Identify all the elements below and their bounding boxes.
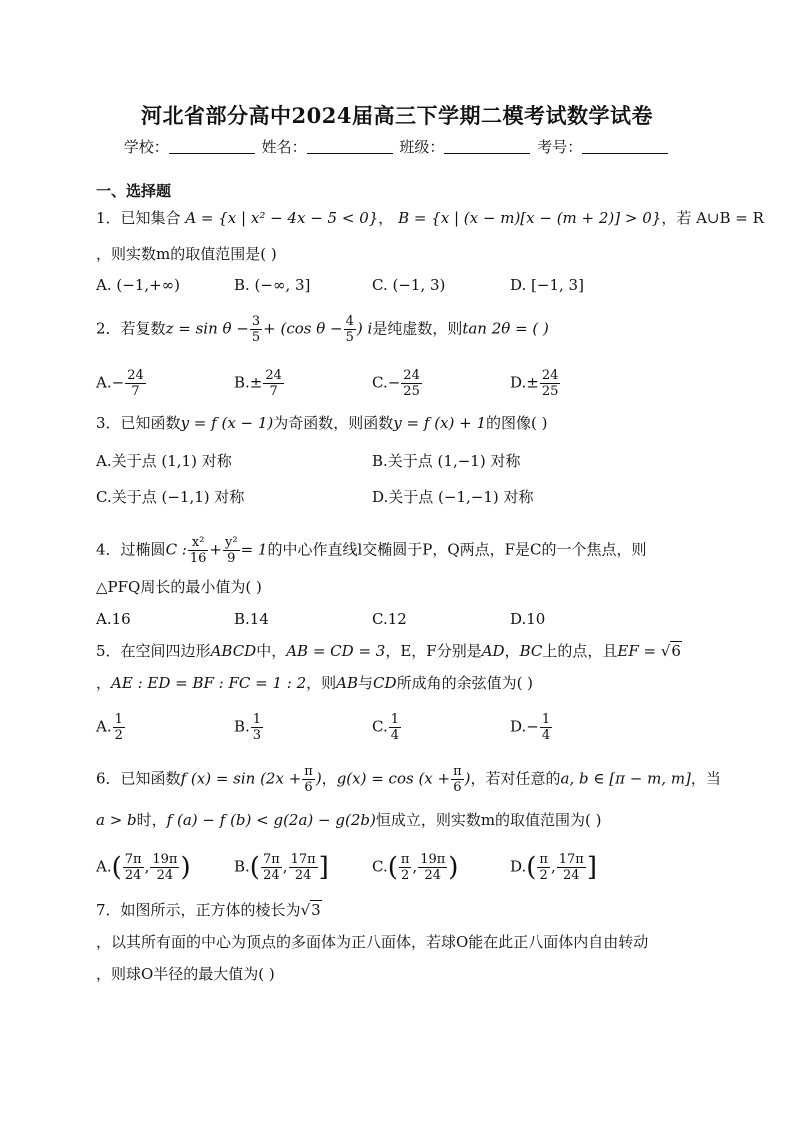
question-7-stem-cont2: ，则球O半径的最大值为( ) — [96, 965, 275, 983]
class-label: 班级： — [399, 138, 445, 156]
q4-option-a[interactable]: A.16 — [96, 610, 131, 628]
section-heading-choice: 一、选择题 — [96, 182, 172, 200]
q2-option-d[interactable]: D.± $\frac{24}{25}$ — [510, 368, 559, 399]
question-2-stem: 2．若复数z = sin θ − $\frac{3}{5}$ + (cos θ − $\frac{4}{5}$ ) i是纯虚数，则tan 2θ = ( ) — [96, 314, 549, 345]
q6-option-a[interactable]: A.( $\frac{7\pi}{24}$ , $\frac{19\pi}{24}$ ) — [96, 852, 191, 883]
q1-option-d[interactable]: D. [−1, 3] — [510, 276, 584, 294]
fraction: $\frac{3}{5}$ — [251, 314, 261, 345]
q6-option-d[interactable]: D.( $\frac{\pi}{2}$ , $\frac{17\pi}{24}$ ] — [510, 852, 597, 883]
q1-option-c[interactable]: C. (−1, 3) — [372, 276, 446, 294]
set-b: B = {x | (x − m)[x − (m + 2)] > 0} — [398, 209, 662, 227]
name-blank[interactable] — [307, 139, 393, 154]
q5-option-a[interactable]: A. $\frac{1}{2}$ — [96, 712, 123, 743]
name-label: 姓名： — [261, 138, 307, 156]
fraction: $\frac{4}{5}$ — [345, 314, 354, 345]
question-3-stem: 3．已知函数y = f (x − 1)为奇函数，则函数y = f (x) + 1的图像( ) — [96, 414, 548, 432]
question-1-stem: 1．已知集合 A = {x | x² − 4x − 5 < 0}， B = {x | (x − m)[x − (m + 2)] > 0}，若 A∪B = R — [96, 209, 764, 227]
question-7-stem: 7．如图所示，正方体的棱长为√3 — [96, 901, 321, 919]
q4-option-b[interactable]: B.14 — [234, 610, 269, 628]
q1-option-a[interactable]: A. (−1,+∞) — [96, 276, 181, 294]
question-5-stem: 5．在空间四边形ABCD中，AB = CD = 3，E，F分别是AD，BC上的点，且EF = √6 — [96, 642, 681, 660]
q5-option-d[interactable]: D.− $\frac{1}{4}$ — [510, 712, 551, 743]
q2-option-c[interactable]: C.− $\frac{24}{25}$ — [372, 368, 420, 399]
school-blank[interactable] — [169, 139, 255, 154]
student-info-line — [0, 136, 794, 157]
question-6-stem: 6．已知函数f (x) = sin (2x + $\frac{\pi}{6}$ )，g(x) = cos (x + $\frac{\pi}{6}$ )，若对任意的a, b ∈ [π − m, m]，当 — [96, 764, 721, 795]
class-blank[interactable] — [444, 139, 530, 154]
q3-option-d[interactable]: D.关于点 (−1,−1) 对称 — [372, 488, 534, 506]
question-4-stem-cont: △PFQ周长的最小值为( ) — [96, 578, 262, 596]
q6-option-b[interactable]: B.( $\frac{7\pi}{24}$ , $\frac{17\pi}{24}$ ] — [234, 852, 329, 883]
q2-option-a[interactable]: A.− $\frac{24}{7}$ — [96, 368, 144, 399]
q1-option-b[interactable]: B. (−∞, 3] — [234, 276, 311, 294]
question-7-stem-cont: ，以其所有面的中心为顶点的多面体为正八面体，若球O能在此正八面体内自由转动 — [96, 933, 649, 951]
question-5-stem-cont: ，AE : ED = BF : FC = 1 : 2，则AB与CD所成角的余弦值为( ) — [96, 674, 534, 692]
school-label: 学校： — [123, 138, 169, 156]
exam-title: 河北省部分高中2024届高三下学期二模考试数学试卷 — [141, 103, 653, 128]
exam-number-label: 考号： — [537, 138, 583, 156]
q5-option-c[interactable]: C. $\frac{1}{4}$ — [372, 712, 399, 743]
question-6-stem-cont: a > b时，f (a) − f (b) < g(2a) − g(2b)恒成立，则实数m的取值范围为( ) — [96, 811, 602, 829]
q3-option-a[interactable]: A.关于点 (1,1) 对称 — [96, 452, 232, 470]
q4-option-d[interactable]: D.10 — [510, 610, 546, 628]
set-a: A = {x | x² − 4x − 5 < 0} — [185, 209, 379, 227]
q5-option-b[interactable]: B. $\frac{1}{3}$ — [234, 712, 262, 743]
question-1-stem-cont: ，则实数m的取值范围是( ) — [96, 245, 277, 263]
q2-option-b[interactable]: B.± $\frac{24}{7}$ — [234, 368, 282, 399]
q6-option-c[interactable]: C.( $\frac{\pi}{2}$ , $\frac{19\pi}{24}$ ) — [372, 852, 459, 883]
exam-number-blank[interactable] — [582, 139, 668, 154]
q3-option-c[interactable]: C.关于点 (−1,1) 对称 — [96, 488, 245, 506]
q4-option-c[interactable]: C.12 — [372, 610, 407, 628]
q3-option-b[interactable]: B.关于点 (1,−1) 对称 — [372, 452, 521, 470]
question-4-stem: 4．过椭圆C : $\frac{\text{x²}}{16}$ + $\frac{\text{y²}}{9}$ = 1的中心作直线l交椭圆于P，Q两点，F是C的一个焦点，则 — [96, 535, 647, 566]
